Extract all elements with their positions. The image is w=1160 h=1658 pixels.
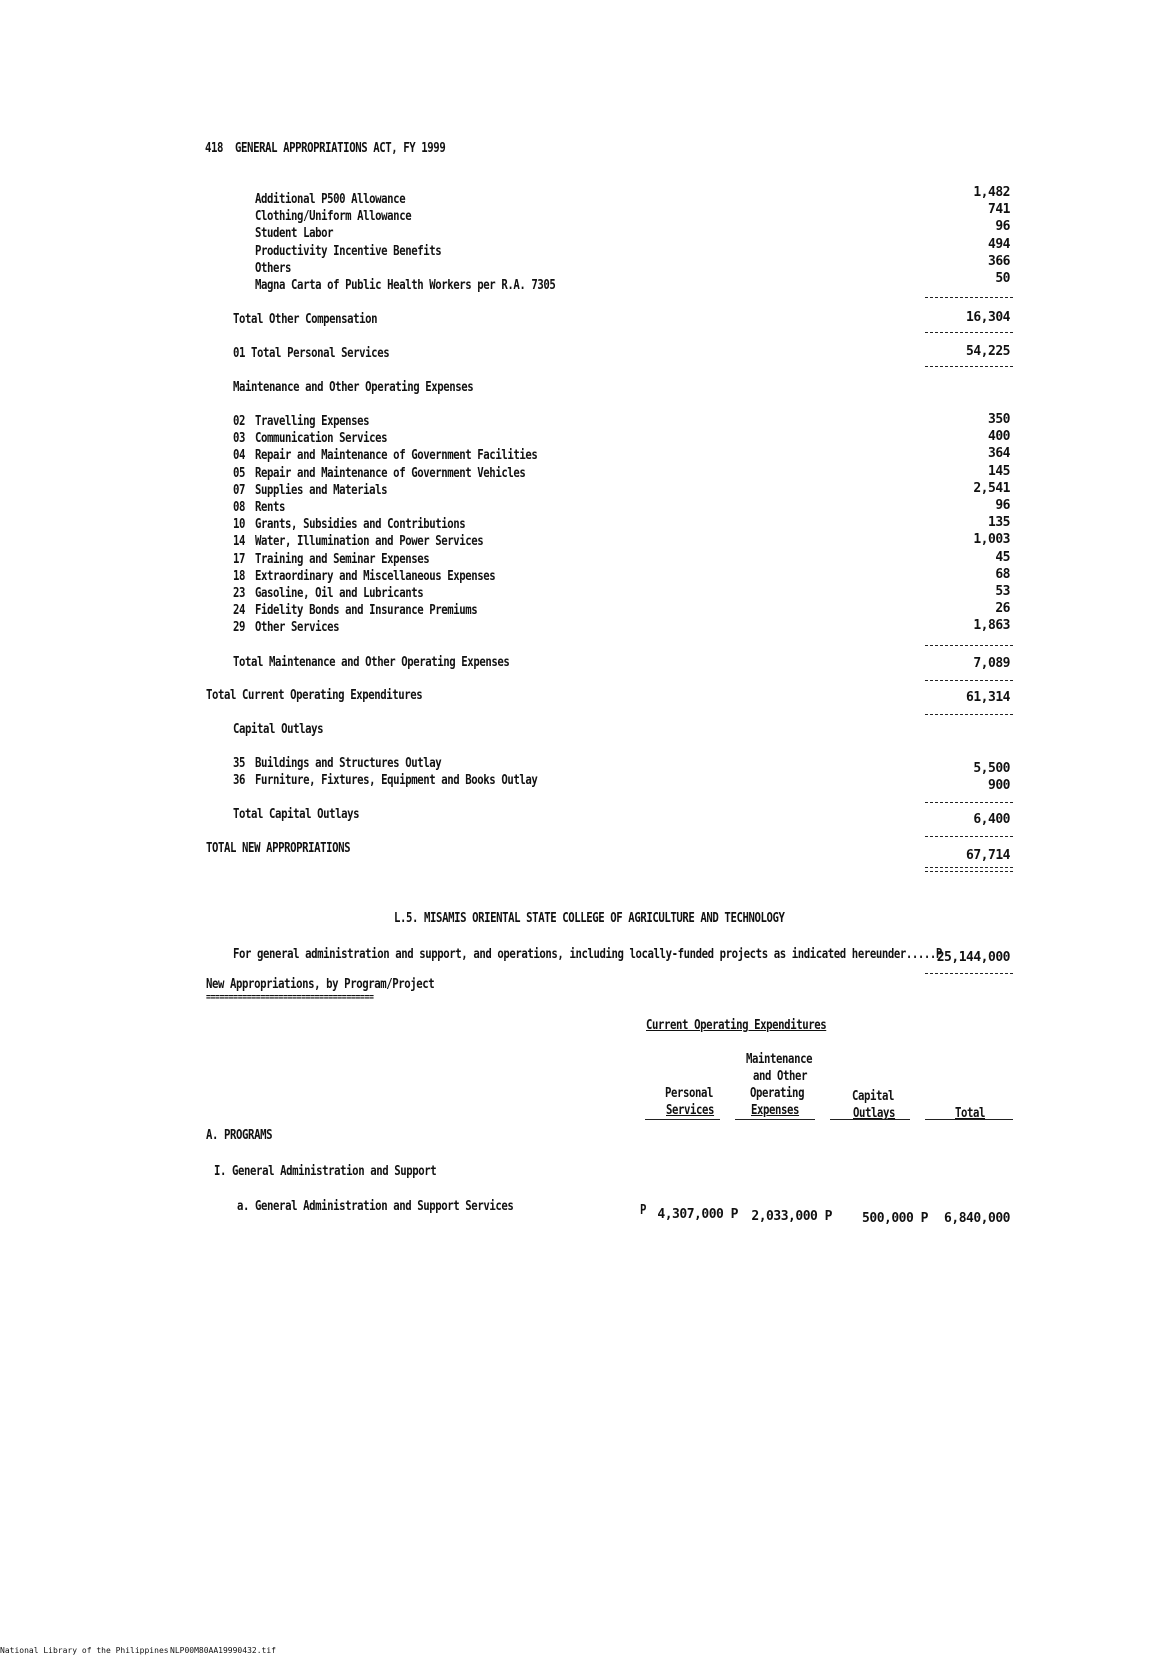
total-other-comp-value: 16,304 bbox=[966, 310, 1010, 325]
mooe-item-label: Communication Services bbox=[255, 431, 388, 447]
footer-file: NLP00M80AA19990432.tif bbox=[170, 1646, 276, 1655]
gass-co: 500,000 P bbox=[862, 1211, 928, 1226]
other-comp-item-value: 50 bbox=[995, 271, 1010, 286]
mooe-item-value: 135 bbox=[988, 515, 1010, 531]
mooe-item-value: 350 bbox=[988, 412, 1010, 427]
gass-mooe: 2,033,000 P bbox=[751, 1209, 832, 1224]
rule bbox=[925, 366, 1013, 367]
mooe-item-code: 24 bbox=[233, 603, 246, 619]
mooe-item-value: 1,863 bbox=[973, 618, 1010, 634]
other-comp-item-value: 96 bbox=[995, 219, 1010, 235]
section-intro: For general administration and support, and operations, including locally-funded projects as indicated hereunder.....P bbox=[233, 947, 942, 962]
rule bbox=[925, 973, 1013, 974]
mooe-item-value: 364 bbox=[988, 446, 1010, 462]
capital-outlay-item-code: 36 bbox=[233, 773, 246, 789]
other-comp-item-value: 1,482 bbox=[973, 185, 1010, 200]
mooe-item-code: 29 bbox=[233, 620, 246, 636]
total-other-comp-label: Total Other Compensation bbox=[233, 312, 378, 327]
gass-ps: 4,307,000 P bbox=[657, 1207, 738, 1222]
mooe-item-code: 18 bbox=[233, 568, 246, 584]
group-header-coe: Current Operating Expenditures bbox=[646, 1018, 827, 1033]
mooe-item-value: 53 bbox=[995, 584, 1010, 599]
mooe-item-code: 17 bbox=[233, 551, 246, 567]
mooe-item-value: 1,003 bbox=[973, 532, 1010, 548]
mooe-item-code: 04 bbox=[233, 448, 246, 464]
page-title: GENERAL APPROPRIATIONS ACT, FY 1999 bbox=[235, 141, 446, 156]
other-comp-item-label: Clothing/Uniform Allowance bbox=[255, 209, 412, 225]
mooe-item-value: 45 bbox=[995, 549, 1010, 565]
mooe-item-value: 96 bbox=[995, 498, 1010, 513]
rule bbox=[830, 1119, 910, 1120]
rule bbox=[925, 680, 1013, 681]
mooe-item-value: 2,541 bbox=[973, 480, 1010, 496]
rule bbox=[925, 297, 1013, 298]
rule bbox=[925, 836, 1013, 837]
total-new-label: TOTAL NEW APPROPRIATIONS bbox=[206, 841, 351, 856]
rule bbox=[925, 332, 1013, 333]
programs-label: A. PROGRAMS bbox=[206, 1128, 273, 1143]
mooe-item-code: 05 bbox=[233, 465, 246, 481]
mooe-item-label: Fidelity Bonds and Insurance Premiums bbox=[255, 603, 478, 619]
other-comp-item-value: 366 bbox=[988, 253, 1010, 269]
page-header bbox=[205, 141, 445, 156]
mooe-item-code: 08 bbox=[233, 500, 246, 515]
capital-outlay-item-value: 900 bbox=[988, 778, 1010, 794]
mooe-item-label: Extraordinary and Miscellaneous Expenses bbox=[255, 568, 496, 584]
double-rule bbox=[925, 867, 1013, 872]
mooe-item-label: Repair and Maintenance of Government Facilities bbox=[255, 448, 538, 464]
mooe-item-value: 400 bbox=[988, 429, 1010, 445]
mooe-item-code: 03 bbox=[233, 431, 246, 447]
mooe-item-code: 07 bbox=[233, 482, 246, 498]
mooe-item-value: 68 bbox=[995, 566, 1010, 582]
total-ps-label: 01 Total Personal Services bbox=[233, 346, 390, 361]
page-number: 418 bbox=[205, 141, 224, 156]
total-mooe-value: 7,089 bbox=[973, 656, 1010, 671]
total-mooe-label: Total Maintenance and Other Operating Expenses bbox=[233, 655, 510, 670]
mooe-item-code: 10 bbox=[233, 517, 246, 533]
col-header-total: Total bbox=[955, 1106, 986, 1121]
other-comp-item-label: Others bbox=[255, 260, 292, 276]
mooe-item-value: 145 bbox=[988, 463, 1010, 479]
gass-total: 6,840,000 bbox=[944, 1211, 1010, 1226]
other-comp-item-value: 741 bbox=[988, 202, 1010, 218]
mooe-item-label: Repair and Maintenance of Government Vehicles bbox=[255, 465, 526, 481]
section-title: L.5. MISAMIS ORIENTAL STATE COLLEGE OF AGRICULTURE AND TECHNOLOGY bbox=[394, 911, 785, 926]
mooe-item-label: Rents bbox=[255, 500, 286, 515]
mooe-item-label: Grants, Subsidies and Contributions bbox=[255, 517, 466, 533]
rule bbox=[925, 1119, 1013, 1120]
other-comp-item-label: Productivity Incentive Benefits bbox=[255, 243, 442, 259]
other-comp-item-label: Additional P500 Allowance bbox=[255, 192, 406, 207]
total-co-label: Total Capital Outlays bbox=[233, 807, 360, 822]
co-heading: Capital Outlays bbox=[233, 722, 324, 737]
other-comp-item-label: Magna Carta of Public Health Workers per R.A. 7305 bbox=[255, 278, 556, 293]
mooe-item-code: 23 bbox=[233, 586, 246, 601]
mooe-item-label: Gasoline, Oil and Lubricants bbox=[255, 586, 424, 601]
rule bbox=[925, 802, 1013, 803]
mooe-heading: Maintenance and Other Operating Expenses bbox=[233, 380, 474, 395]
capital-outlay-item-label: Buildings and Structures Outlay bbox=[255, 756, 442, 771]
mooe-item-label: Other Services bbox=[255, 620, 340, 636]
mooe-item-value: 26 bbox=[995, 601, 1010, 617]
capital-outlay-item-label: Furniture, Fixtures, Equipment and Books Outlay bbox=[255, 773, 538, 789]
total-new-value: 67,714 bbox=[966, 848, 1010, 863]
mooe-item-label: Travelling Expenses bbox=[255, 414, 370, 429]
rule bbox=[925, 714, 1013, 715]
mooe-item-label: Supplies and Materials bbox=[255, 482, 388, 498]
section-intro-amount: 25,144,000 bbox=[936, 950, 1010, 965]
rule bbox=[735, 1119, 815, 1120]
rule bbox=[925, 645, 1013, 646]
total-ps-value: 54,225 bbox=[966, 344, 1010, 359]
heading-underline: ===================================== bbox=[206, 992, 374, 1003]
mooe-item-label: Water, Illumination and Power Services bbox=[255, 534, 484, 550]
mooe-item-code: 02 bbox=[233, 414, 246, 429]
mooe-item-code: 14 bbox=[233, 534, 246, 550]
gass-label: a. General Administration and Support Services bbox=[237, 1199, 514, 1214]
total-co-value: 6,400 bbox=[973, 812, 1010, 827]
other-comp-item-label: Student Labor bbox=[255, 226, 334, 242]
total-coe-value: 61,314 bbox=[966, 690, 1010, 705]
capital-outlay-item-code: 35 bbox=[233, 756, 246, 771]
mooe-item-label: Training and Seminar Expenses bbox=[255, 551, 430, 567]
gas-label: I. General Administration and Support bbox=[214, 1164, 437, 1179]
new-appropriations-heading: New Appropriations, by Program/Project bbox=[206, 977, 435, 992]
other-comp-item-value: 494 bbox=[988, 236, 1010, 252]
footer-library: National Library of the Philippines bbox=[0, 1646, 169, 1655]
rule bbox=[645, 1119, 720, 1120]
total-coe-label: Total Current Operating Expenditures bbox=[206, 688, 423, 703]
capital-outlay-item-value: 5,500 bbox=[973, 761, 1010, 776]
gass-peso: P bbox=[640, 1203, 647, 1218]
